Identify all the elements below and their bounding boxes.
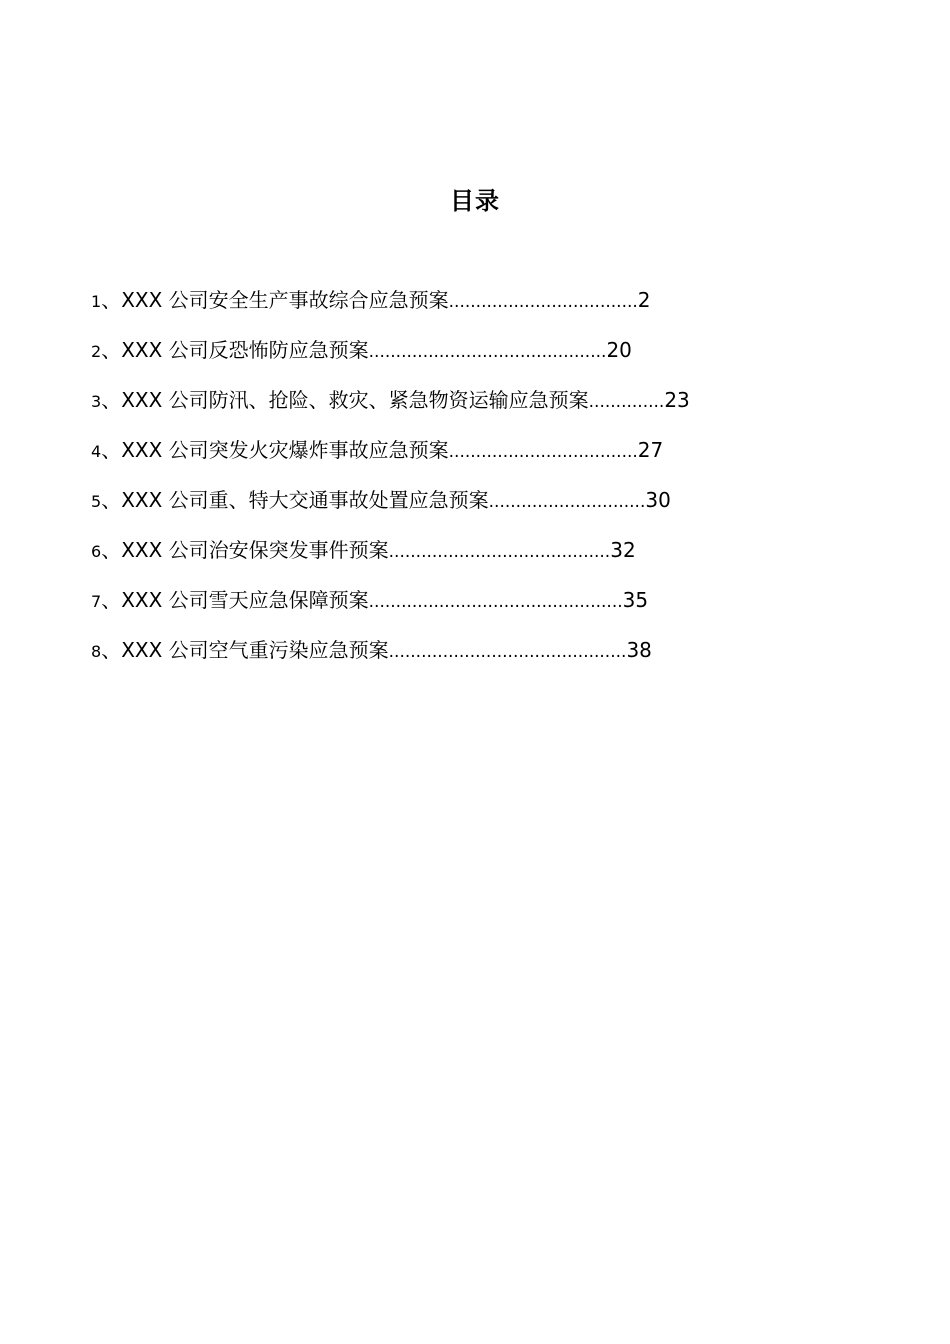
toc-entry-leader: .............. — [588, 392, 665, 412]
toc-entry-title: XXX 公司安全生产事故综合应急预案 — [121, 288, 449, 312]
toc-entry-separator: 、 — [101, 638, 122, 662]
toc-entry-separator: 、 — [101, 388, 122, 412]
toc-entry-1 — [91, 282, 891, 332]
toc-entry-leader: ............................................ — [368, 342, 607, 362]
toc-entry-title: XXX 公司空气重污染应急预案 — [121, 638, 389, 662]
toc-entry-page: 35 — [622, 588, 649, 612]
toc-entry-leader: ................................... — [448, 292, 638, 312]
toc-entry-page: 2 — [637, 288, 651, 312]
toc-list — [91, 282, 891, 682]
toc-entry-2 — [91, 332, 891, 382]
toc-entry-number: 1 — [91, 292, 102, 311]
toc-entry-5 — [91, 482, 891, 532]
toc-entry-separator: 、 — [101, 538, 122, 562]
toc-entry-leader: ............................. — [488, 492, 646, 512]
toc-entry-leader: ................................... — [448, 442, 638, 462]
toc-entry-separator: 、 — [101, 488, 122, 512]
toc-entry-6 — [91, 532, 891, 582]
toc-entry-3 — [91, 382, 891, 432]
toc-entry-title: XXX 公司雪天应急保障预案 — [121, 588, 369, 612]
toc-title: 目录 — [450, 187, 500, 215]
toc-entry-7 — [91, 582, 891, 632]
toc-entry-title: XXX 公司重、特大交通事故处置应急预案 — [121, 488, 489, 512]
toc-entry-number: 3 — [91, 392, 102, 411]
toc-entry-separator: 、 — [101, 588, 122, 612]
toc-entry-number: 4 — [91, 442, 102, 461]
toc-entry-leader: ............................................... — [368, 592, 623, 612]
toc-entry-page: 20 — [606, 338, 632, 362]
toc-entry-page: 38 — [626, 638, 652, 662]
toc-entry-separator: 、 — [101, 288, 122, 312]
toc-entry-number: 2 — [91, 342, 102, 361]
toc-entry-title: XXX 公司防汛、抢险、救灾、紧急物资运输应急预案 — [121, 388, 589, 412]
toc-entry-title: XXX 公司突发火灾爆炸事故应急预案 — [121, 438, 449, 462]
toc-entry-number: 7 — [91, 592, 102, 611]
toc-entry-leader: ............................................ — [388, 642, 627, 662]
toc-entry-page: 32 — [610, 538, 636, 562]
toc-entry-page: 23 — [664, 388, 690, 412]
toc-entry-page: 27 — [637, 438, 664, 462]
toc-entry-title: XXX 公司反恐怖防应急预案 — [121, 338, 369, 362]
toc-entry-title: XXX 公司治安保突发事件预案 — [121, 538, 389, 562]
toc-entry-page: 30 — [645, 488, 671, 512]
toc-entry-separator: 、 — [101, 338, 122, 362]
toc-entry-separator: 、 — [101, 438, 122, 462]
toc-entry-leader: ......................................... — [388, 542, 611, 562]
toc-entry-4 — [91, 432, 891, 482]
toc-entry-number: 6 — [91, 542, 102, 561]
toc-entry-number: 5 — [91, 492, 102, 511]
toc-entry-number: 8 — [91, 642, 102, 661]
toc-entry-8 — [91, 632, 891, 682]
